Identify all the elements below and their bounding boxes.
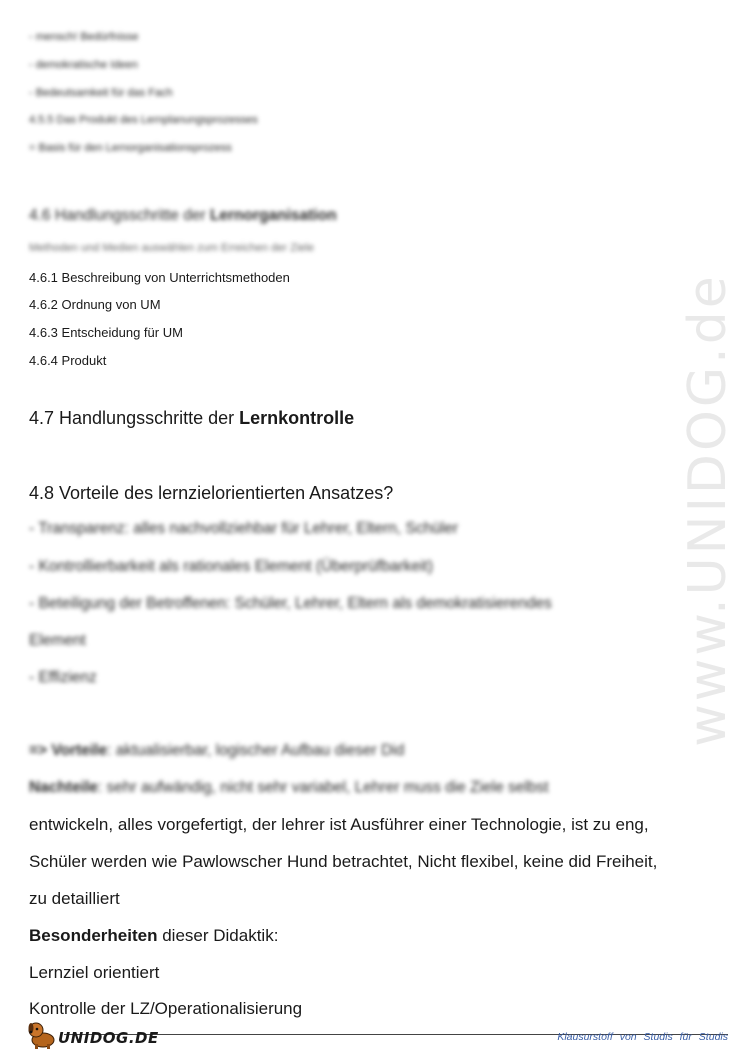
section-heading: [29, 207, 337, 225]
paragraph-line: Lernziel orientiert: [29, 963, 160, 982]
paragraph-line: Schüler werden wie Pawlowscher Hund betrachtet, Nicht flexibel, keine did Freiheit,: [29, 852, 658, 871]
paragraph-line: entwickeln, alles vorgefertigt, der lehrer ist Ausführer einer Technologie, ist zu eng,: [29, 815, 649, 834]
section-heading: 4.8 Vorteile des lernzielorientierten Ansatzes?: [29, 483, 394, 503]
dog-icon: [26, 1018, 56, 1050]
list-item: - Effizienz: [29, 669, 97, 686]
footer-logo: [26, 1016, 159, 1050]
list-item: - Kontrollierbarkeit als rationales Element (Überprüfbarkeit): [29, 558, 434, 575]
list-item: = Basis für den Lernorganisationsprozess: [29, 142, 232, 154]
paragraph-line: zu detailliert: [29, 889, 120, 908]
list-item: 4.6.4 Produkt: [29, 353, 107, 368]
nachteile-line: [29, 779, 549, 797]
heading-bold-text: Lernkontrolle: [239, 408, 355, 428]
heading-text: 4.6 Handlungsschritte der: [29, 207, 210, 224]
besonderheiten-text: dieser Didaktik:: [157, 926, 279, 945]
list-item: 4.6.2 Ordnung von UM: [29, 297, 161, 312]
list-item: - demokratische Ideen: [29, 59, 138, 71]
vorteile-line: [29, 742, 404, 760]
nachteile-text: : sehr aufwändig, nicht sehr variabel, Lehrer muss die Ziele selbst: [97, 779, 549, 796]
besonderheiten-line: [29, 926, 278, 946]
watermark: www.UNIDOG.de: [678, 273, 738, 747]
list-item: - Transparenz: alles nachvollziehbar für Lehrer, Eltern, Schüler: [29, 520, 459, 537]
footer-tagline: Klausurstoff von Studis für Studis: [557, 1031, 728, 1043]
list-item: - Beteiligung der Betroffenen: Schüler, Lehrer, Eltern als demokratisierendes: [29, 595, 552, 612]
list-item: 4.5.5 Das Produkt des Lernplanungsprozesses: [29, 114, 258, 126]
section-heading: [29, 408, 354, 429]
nachteile-label: Nachteile: [29, 779, 98, 796]
list-item: - Bedeutsamkeit für das Fach: [29, 87, 173, 99]
vorteile-label: => Vorteile: [29, 742, 108, 759]
heading-bold-text: Lernorganisation: [209, 207, 337, 224]
heading-text: 4.7 Handlungsschritte der: [29, 408, 240, 428]
list-item: 4.6.1 Beschreibung von Unterrichtsmethoden: [29, 270, 290, 285]
paragraph-line: Kontrolle der LZ/Operationalisierung: [29, 999, 303, 1018]
list-item: - mensch! Bedürfnisse: [29, 31, 139, 43]
besonderheiten-label: Besonderheiten: [29, 926, 158, 945]
list-item: 4.6.3 Entscheidung für UM: [29, 325, 183, 340]
vorteile-text: : aktualisierbar, logischer Aufbau dieser Did: [107, 742, 405, 759]
logo-text: UNIDOG.DE: [58, 1029, 159, 1047]
section-subtitle: Methoden und Medien auswählen zum Erreichen der Ziele: [29, 242, 314, 254]
list-item: Element: [29, 632, 86, 649]
